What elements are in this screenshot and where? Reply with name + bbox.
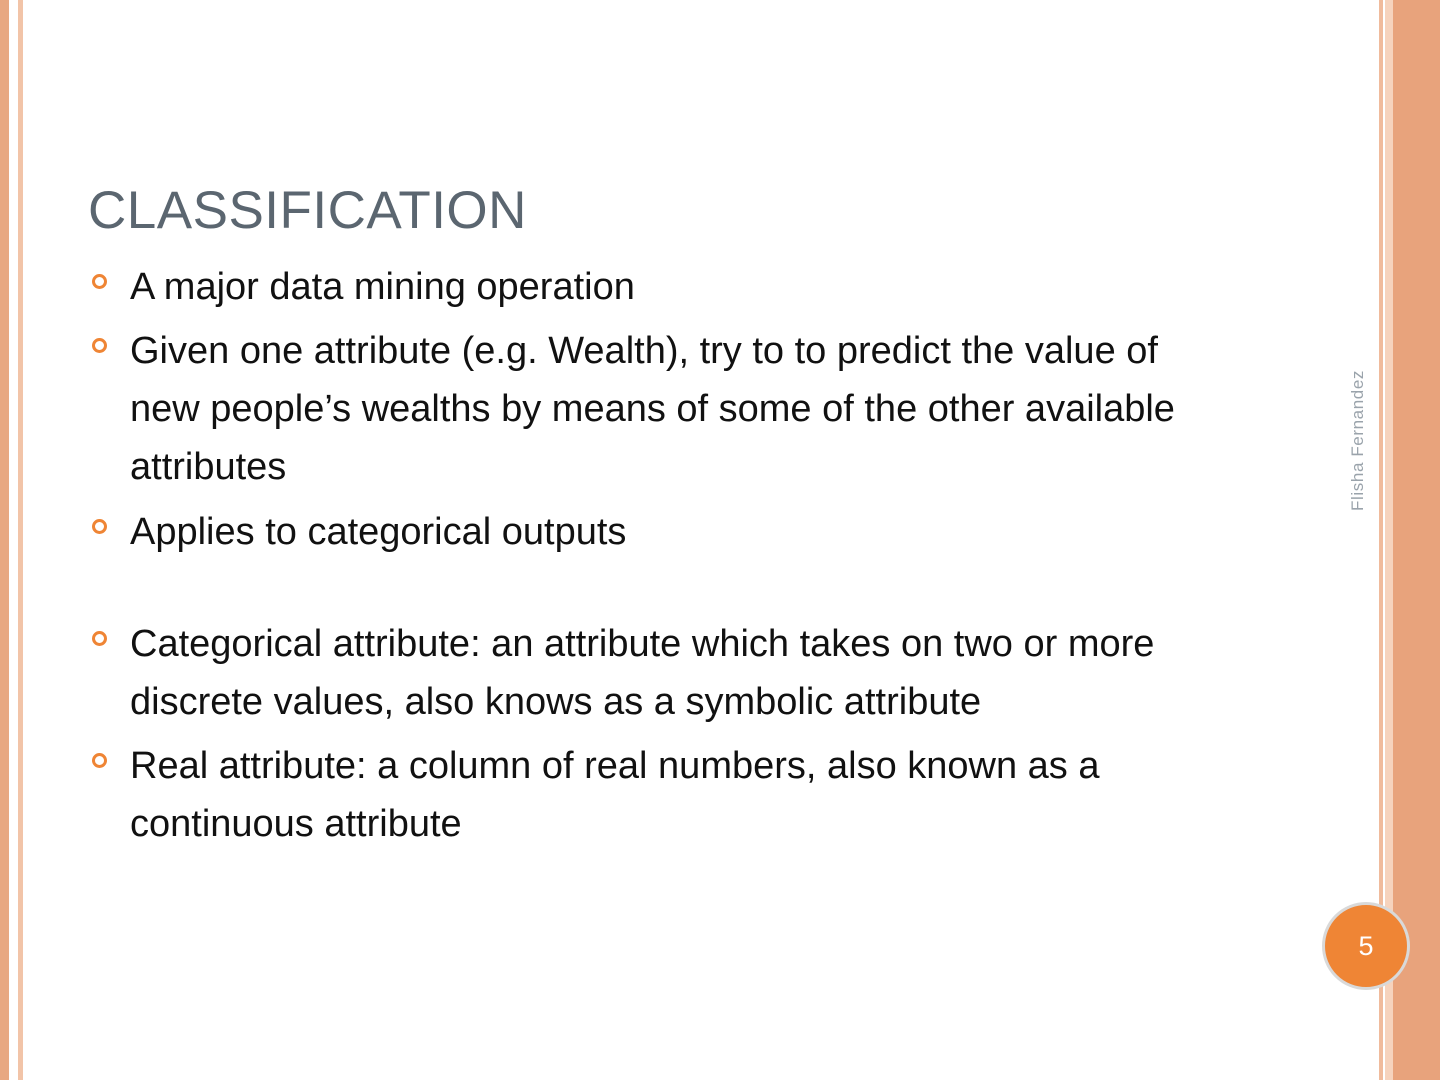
list-item-text: Applies to categorical outputs — [130, 510, 627, 553]
bullet-list — [86, 258, 1176, 859]
list-item — [86, 322, 1176, 496]
bullet-circle-icon — [92, 338, 107, 353]
left-border-stripe-outer — [0, 0, 9, 1080]
bullet-circle-icon — [92, 274, 107, 289]
bullet-circle-icon — [92, 631, 107, 646]
list-item-text: A major data mining operation — [130, 266, 635, 308]
bullet-circle-icon — [92, 519, 107, 534]
left-border-stripe-inner — [18, 0, 23, 1080]
bullet-circle-icon — [92, 753, 107, 768]
list-item — [86, 503, 1176, 561]
page-title: CLASSIFICATION — [88, 180, 527, 240]
list-item-text: Categorical attribute: an attribute which takes on two or more discrete values, also knows as a symbolic attribute — [130, 622, 1155, 723]
list-item — [86, 258, 1176, 316]
list-item — [86, 737, 1176, 853]
author-label: Flisha Fernandez — [1348, 370, 1367, 511]
list-item-text: Real attribute: a column of real numbers, also known as a continuous attribute — [130, 744, 1100, 845]
page-number-badge: 5 — [1322, 902, 1410, 990]
list-item-text: Given one attribute (e.g. Wealth), try to to predict the value of new people’s wealths by means of some of the other available attributes — [130, 330, 1175, 489]
list-spacer — [86, 567, 1176, 615]
list-item — [86, 615, 1176, 731]
